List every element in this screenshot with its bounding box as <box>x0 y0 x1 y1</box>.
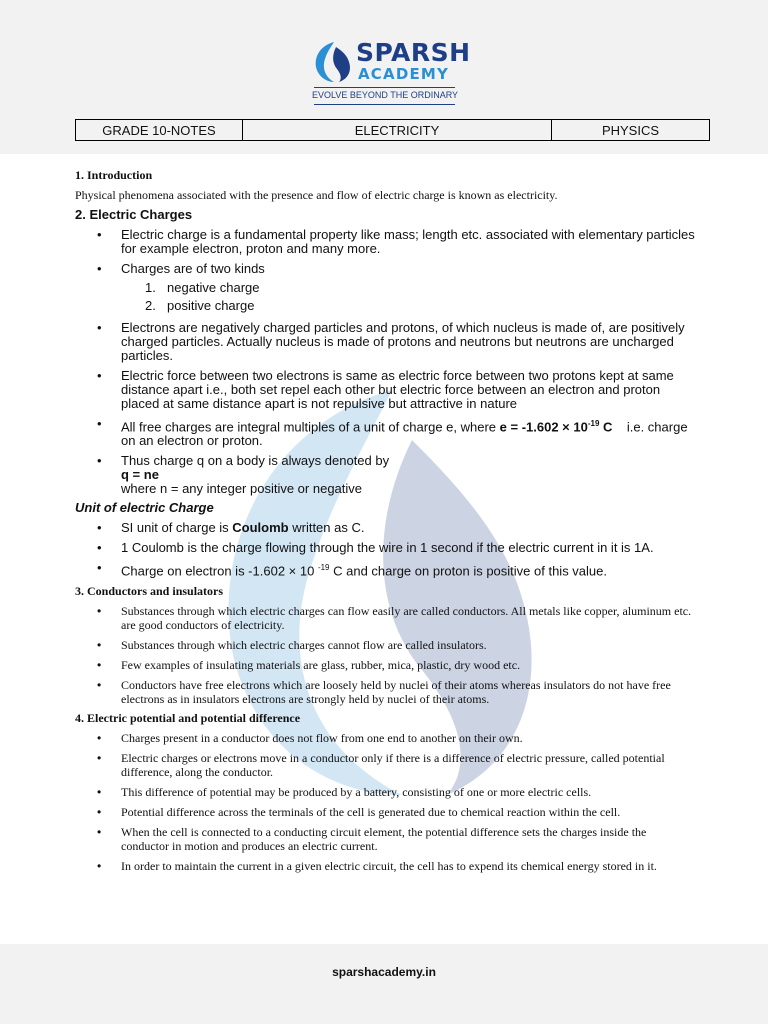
subheading-unit-of-charge: Unit of electric Charge <box>75 500 214 516</box>
exponent: -19 <box>317 563 330 573</box>
list-number: 1. <box>145 280 156 295</box>
list-item: • Electric force between two electrons is same as electric force between two protons kept at same distance apart i.e., both set repel each other but electric force between an electron and proton placed at same distance apart is not repulsive but attractive in nature <box>75 369 695 411</box>
list-item <box>75 281 695 299</box>
chapter-cell: ELECTRICITY <box>243 120 552 140</box>
unit-symbol: C <box>599 419 613 435</box>
introduction-text: Physical phenomena associated with the presence and flow of electric charge is known as electricity. <box>75 188 558 202</box>
list-item: • In order to maintain the current in a given electric circuit, the cell has to expend its chemical energy stored in it. <box>75 859 695 873</box>
list-item <box>75 454 695 496</box>
list-number: 2. <box>145 298 156 313</box>
charge-kinds-list <box>75 281 695 317</box>
grade-cell: GRADE 10-NOTES <box>76 120 243 140</box>
list-item: • 1 Coulomb is the charge flowing through the wire in 1 second if the electric current in it is 1A. <box>75 541 695 555</box>
list-item: • Electric charges or electrons move in a conductor only if there is a difference of electric pressure, called potential difference, along the conductor. <box>75 751 695 779</box>
list-item-text: written as C. <box>288 520 365 536</box>
subject-cell: PHYSICS <box>601 122 660 138</box>
list-item: • Electrons are negatively charged particles and protons, of which nucleus is made of, are positively charged particles. Actually nucleus is made of protons and neutrons but neutrons are uncharged particles. <box>75 321 695 363</box>
list-item-text: i.e. charge on an electron or proton. <box>121 419 692 449</box>
section-heading-electric-charges: 2. Electric Charges <box>75 207 193 222</box>
logo-tagline: EVOLVE BEYOND THE ORDINARY <box>312 90 459 100</box>
section-heading-introduction: 1. Introduction <box>75 168 153 182</box>
quantization-formula: q = ne <box>121 467 159 483</box>
list-item-text: where n = any integer positive or negative <box>121 481 363 497</box>
page-footer <box>0 944 768 1024</box>
unit-list <box>75 521 695 578</box>
potential-list <box>75 731 695 873</box>
logo-divider <box>314 104 455 105</box>
list-item: • Few examples of insulating materials are glass, rubber, mica, plastic, dry wood etc. <box>75 658 695 672</box>
list-item: • Conductors have free electrons which are loosely held by nuclei of their atoms whereas insulators do not have free electrons as in insulators electrons are strongly held by nuclei of their atoms. <box>75 678 695 706</box>
list-item: • Charges present in a conductor does not flow from one end to another on their own. <box>75 731 695 745</box>
list-item-text: Charge on electron is -1.602 × 10 <box>121 563 318 579</box>
list-item-text: negative charge <box>167 280 260 295</box>
list-item-text: Charges are of two kinds <box>121 261 265 276</box>
section-heading-potential: 4. Electric potential and potential difference <box>75 710 301 725</box>
list-item: • When the cell is connected to a conducting circuit element, the potential difference sets the charges inside the conductor in motion and produces an electric current. <box>75 825 695 853</box>
coulomb-term: Coulomb <box>232 520 289 536</box>
notes-body <box>75 168 695 873</box>
topic-table <box>75 119 710 141</box>
exponent: -19 <box>587 419 600 428</box>
list-item-text: • Thus charge q on a body is always denoted by <box>121 453 390 469</box>
list-item <box>75 262 695 317</box>
list-item: • This difference of potential may be produced by a battery, consisting of one or more electric cells. <box>75 785 695 799</box>
logo-name: SPARSH <box>356 38 471 67</box>
footer-website-link[interactable]: sparshacademy.in <box>332 965 436 979</box>
list-item: • Substances through which electric charges can flow easily are called conductors. All metals like copper, aluminum etc. are good conductors of electricity. <box>75 604 695 632</box>
logo-sub: ACADEMY <box>358 65 450 83</box>
list-item <box>75 299 695 317</box>
flame-logo-icon <box>312 41 352 83</box>
list-item-text: positive charge <box>167 298 255 313</box>
sparsh-academy-logo <box>312 38 471 108</box>
list-item <box>75 561 695 578</box>
section-heading-conductors: 3. Conductors and insulators <box>75 583 224 598</box>
electric-charges-list <box>75 228 695 496</box>
logo-divider <box>314 87 455 88</box>
list-item: • Substances through which electric charges cannot flow are called insulators. <box>75 638 695 652</box>
list-item <box>75 417 695 448</box>
charge-formula: e = -1.602 × 10 <box>499 419 588 435</box>
list-item-text: All free charges are integral multiples of a unit of charge e, where <box>121 419 500 435</box>
list-item-text: C and charge on proton is positive of this value. <box>329 563 607 579</box>
list-item: • Electric charge is a fundamental property like mass; length etc. associated with elementary particles for example electron, proton and many more. <box>75 228 695 256</box>
conductors-list <box>75 604 695 706</box>
list-item: • Potential difference across the terminals of the cell is generated due to chemical reaction within the cell. <box>75 805 695 819</box>
list-item-text: SI unit of charge is <box>121 520 233 536</box>
list-item <box>75 521 695 535</box>
